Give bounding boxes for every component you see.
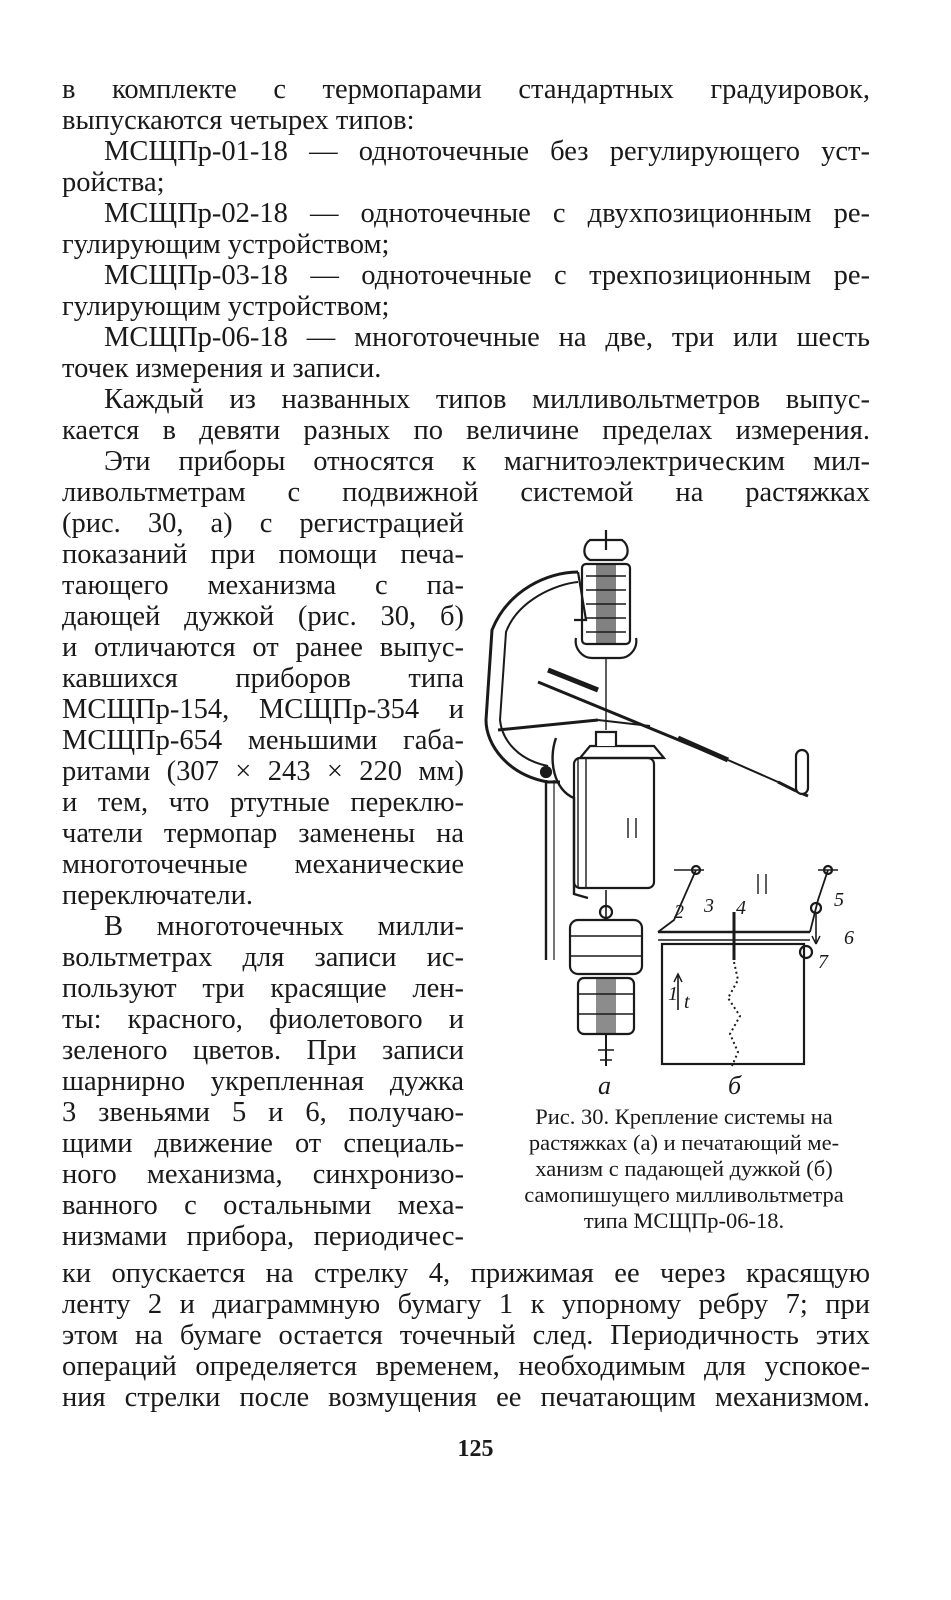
text-line: ройства; [62,167,165,198]
top-text-block [62,74,870,508]
text-line: зеленого цветов. При записи [62,1035,464,1066]
figure-drawing [478,520,878,1100]
text-line: выпускаются четырех типов: [62,105,415,136]
text-line: чатели термопар заменены на [62,818,464,849]
part-label: 2 [674,901,684,923]
text-line: ния стрелки после возмущения ее печатающим механизмом. [62,1382,870,1413]
text-line: В многоточечных милли- [104,911,464,942]
suspension-system-drawing [486,530,808,1066]
part-label: 7 [818,951,828,973]
text-line: 3 звеньями 5 и 6, получаю- [62,1097,464,1128]
text-line: гулирующим устройством; [62,229,390,260]
bottom-text-block [62,1258,870,1413]
part-label: 3 [704,895,714,917]
text-line: многоточечные механические [62,849,464,880]
figure-label-a: а [598,1071,611,1100]
text-line: этом на бумаге остается точечный след. Периодичность этих [62,1320,870,1351]
part-label: 1 [668,983,678,1005]
text-line: ливольтметрам с подвижной системой на растяжках [62,477,870,508]
text-line: переключатели. [62,880,254,911]
part-label: 4 [736,897,746,919]
text-line: и отличаются от ранее выпус- [62,632,464,663]
text-line: ленту 2 и диаграммную бумагу 1 к упорному ребру 7; при [62,1289,870,1320]
text-line: операций определяется временем, необходимым для успокое- [62,1351,870,1382]
figure-label-b: б [728,1071,742,1100]
caption-line: Рис. 30. Крепление системы на [535,1104,833,1129]
text-line: низмами прибора, периодичес- [62,1221,464,1252]
caption-line: самопишущего милливольтметра [524,1182,844,1207]
text-line: гулирующим устройством; [62,291,390,322]
figure-caption [494,1104,874,1234]
text-line: ного механизма, синхронизо- [62,1159,464,1190]
text-line: ритами (307 × 243 × 220 мм) [62,756,464,787]
text-line: вольтметрах для записи ис- [62,942,464,973]
text-line: МСЩПр-01-18 — одноточечные без регулирующего уст- [104,136,870,167]
text-line: показаний при помощи печа- [62,539,464,570]
text-line: кавшихся приборов типа [62,663,464,694]
page-number: 125 [457,1436,494,1462]
text-line: пользуют три красящие лен- [62,973,464,1004]
caption-line: типа МСЩПр-06-18. [583,1208,785,1233]
text-line: МСЩПр-06-18 — многоточечные на две, три или шесть [104,322,870,353]
text-line: и тем, что ртутные переклю- [62,787,464,818]
text-line: шарнирно укрепленная дужка [62,1066,464,1097]
text-line: ки опускается на стрелку 4, прижимая ее через красящую [62,1258,870,1289]
part-label: t [684,991,690,1013]
text-line: тающего механизма с па- [62,570,464,601]
text-line: ванного с остальными меха- [62,1190,464,1221]
caption-line: растяжках (а) и печатающий ме- [528,1130,840,1155]
text-line: дающей дужкой (рис. 30, б) [62,601,464,632]
text-line: щими движение от специаль- [62,1128,464,1159]
caption-line: ханизм с падающей дужкой (б) [535,1156,833,1181]
part-label: 5 [834,889,844,911]
text-line: МСЩПр-654 меньшими габа- [62,725,464,756]
text-line: кается в девяти разных по величине пределах измерения. [62,415,870,446]
text-line: МСЩПр-03-18 — одноточечные с трехпозиционным ре- [104,260,870,291]
printing-mechanism-drawing [658,866,838,1066]
text-line: МСЩПр-154, МСЩПр-354 и [62,694,464,725]
text-line: точек измерения и записи. [62,353,382,384]
text-line: МСЩПр-02-18 — одноточечные с двухпозиционным ре- [104,198,870,229]
text-line: ты: красного, фиолетового и [62,1004,464,1035]
text-line: в комплекте с термопарами стандартных градуировок, [62,74,870,105]
text-line: Каждый из названных типов милливольтметров выпус- [104,384,870,415]
part-label: 6 [844,927,854,949]
column-text-block [62,508,464,1252]
figure-30 [478,520,878,1100]
text-line: (рис. 30, а) с регистрацией [62,508,464,539]
text-line: Эти приборы относятся к магнитоэлектрическим мил- [104,446,870,477]
